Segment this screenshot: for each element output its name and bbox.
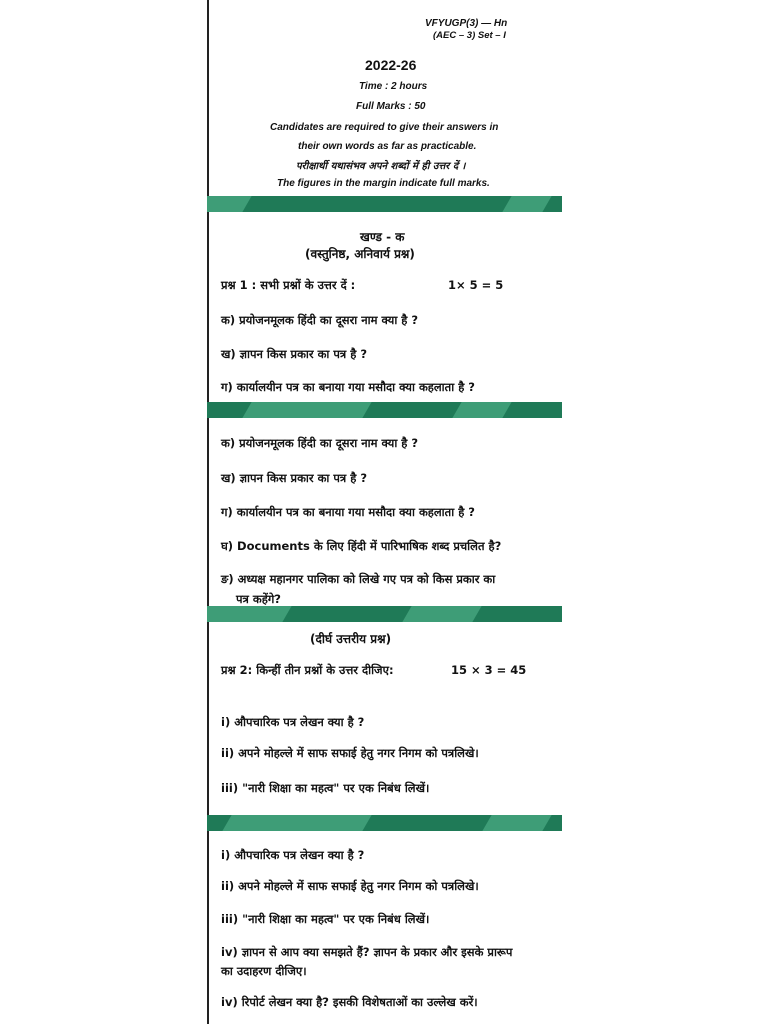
- paper-code-line2: (AEC – 3) Set – I: [433, 30, 506, 41]
- list-item: क) प्रयोजनमूलक हिंदी का दूसरा नाम क्या है ?: [221, 313, 419, 327]
- list-item: i) औपचारिक पत्र लेखन क्या है ?: [221, 715, 365, 729]
- question-1-label: प्रश्न 1 : सभी प्रश्नों के उत्तर दें :: [221, 278, 356, 292]
- list-item: ग) कार्यालयीन पत्र का बनाया गया मसौदा क्या कहलाता है ?: [221, 380, 475, 394]
- divider-band: [207, 402, 562, 418]
- list-item: पत्र कहेंगे?: [236, 592, 281, 606]
- list-item: घ) Documents के लिए हिंदी में पारिभाषिक शब्द प्रचलित है?: [221, 539, 502, 553]
- list-item: iv) ज्ञापन से आप क्या समझते हैं? ज्ञापन के प्रकार और इसके प्रारूप: [221, 945, 513, 959]
- instruction-en-2: their own words as far as practicable.: [298, 141, 477, 152]
- question-1-marks: 1× 5 = 5: [448, 278, 504, 292]
- question-2-label: प्रश्न 2: किन्हीं तीन प्रश्नों के उत्तर दीजिए:: [221, 663, 394, 677]
- exam-time: Time : 2 hours: [359, 81, 428, 92]
- list-item: ii) अपने मोहल्ले में साफ सफाई हेतु नगर निगम को पत्रलिखे।: [221, 879, 479, 893]
- figures-note: The figures in the margin indicate full marks.: [277, 178, 490, 189]
- divider-band: [207, 815, 562, 831]
- list-item: iii) "नारी शिक्षा का महत्व" पर एक निबंध लिखें।: [221, 781, 430, 795]
- instruction-hi: परीक्षार्थी यथासंभव अपने शब्दों में ही उत्तर दें ।: [296, 161, 466, 172]
- list-item: iii) "नारी शिक्षा का महत्व" पर एक निबंध लिखें।: [221, 912, 430, 926]
- list-item: ख) ज्ञापन किस प्रकार का पत्र है ?: [221, 347, 368, 361]
- section-subtitle: (वस्तुनिष्ठ, अनिवार्य प्रश्न): [305, 247, 415, 261]
- divider-band: [207, 606, 562, 622]
- divider-band: [207, 196, 562, 212]
- list-item: का उदाहरण दीजिए।: [221, 964, 307, 978]
- list-item: ङ) अध्यक्ष महानगर पालिका को लिखे गए पत्र को किस प्रकार का: [221, 572, 496, 586]
- full-marks: Full Marks : 50: [356, 101, 426, 112]
- list-item: ख) ज्ञापन किस प्रकार का पत्र है ?: [221, 471, 368, 485]
- question-2-marks: 15 × 3 = 45: [451, 663, 527, 677]
- list-item: iv) रिपोर्ट लेखन क्या है? इसकी विशेषताओं का उल्लेख करें।: [221, 995, 478, 1009]
- paper-code-line1: VFYUGP(3) — Hn: [425, 18, 508, 29]
- section-subtitle: (दीर्घ उत्तरीय प्रश्न): [310, 632, 392, 646]
- exam-year: 2022-26: [365, 57, 417, 73]
- list-item: i) औपचारिक पत्र लेखन क्या है ?: [221, 848, 365, 862]
- instruction-en-1: Candidates are required to give their answers in: [270, 122, 499, 133]
- list-item: ग) कार्यालयीन पत्र का बनाया गया मसौदा क्या कहलाता है ?: [221, 505, 475, 519]
- list-item: क) प्रयोजनमूलक हिंदी का दूसरा नाम क्या है ?: [221, 436, 419, 450]
- list-item: ii) अपने मोहल्ले में साफ सफाई हेतु नगर निगम को पत्रलिखे।: [221, 746, 479, 760]
- section-title: खण्ड - क: [360, 230, 405, 244]
